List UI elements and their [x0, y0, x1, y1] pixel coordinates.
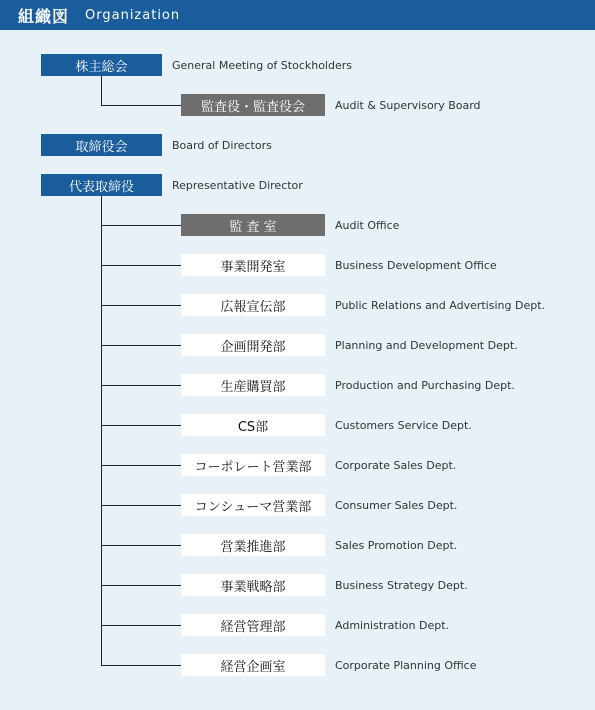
connector-branch: [101, 225, 181, 226]
dept-consumer-sales-en: Consumer Sales Dept.: [335, 498, 458, 512]
connector-branch: [101, 545, 181, 546]
dept-corporate-planning-en: Corporate Planning Office: [335, 658, 477, 672]
dept-sales-promotion-en: Sales Promotion Dept.: [335, 538, 458, 552]
dept-corporate-sales-en: Corporate Sales Dept.: [335, 458, 457, 472]
dept-business-development-en: Business Development Office: [335, 258, 497, 272]
connector-branch: [101, 265, 181, 266]
title-bar: [0, 0, 595, 30]
connector-branch: [101, 625, 181, 626]
connector-branch: [101, 465, 181, 466]
dept-corporate-sales: コーポレート営業部: [181, 454, 325, 476]
dept-public-relations: 広報宣伝部: [181, 294, 325, 316]
node-audit-board: 監査役・監査役会: [181, 94, 325, 116]
dept-corporate-planning: 経営企画室: [181, 654, 325, 676]
node-stockholders-meeting: 株主総会: [41, 54, 162, 76]
dept-production-purchasing-en: Production and Purchasing Dept.: [335, 378, 515, 392]
node-representative-director-en: Representative Director: [172, 178, 303, 192]
connector-line-top: [101, 76, 102, 106]
connector-branch: [101, 665, 181, 666]
dept-administration-en: Administration Dept.: [335, 618, 450, 632]
dept-consumer-sales: コンシューマ営業部: [181, 494, 325, 516]
node-representative-director: 代表取締役: [41, 174, 162, 196]
dept-audit-office-en: Audit Office: [335, 218, 400, 232]
dept-sales-promotion: 営業推進部: [181, 534, 325, 556]
dept-audit-office: 監 査 室: [181, 214, 325, 236]
connector-branch: [101, 345, 181, 346]
page-title: 組織図: [18, 6, 70, 26]
node-board-of-directors-en: Board of Directors: [172, 138, 272, 152]
node-stockholders-meeting-en: General Meeting of Stockholders: [172, 58, 352, 72]
node-audit-board-en: Audit & Supervisory Board: [335, 98, 481, 112]
dept-public-relations-en: Public Relations and Advertising Dept.: [335, 298, 546, 312]
node-board-of-directors: 取締役会: [41, 134, 162, 156]
dept-planning-development: 企画開発部: [181, 334, 325, 356]
connector-branch: [101, 425, 181, 426]
dept-customer-service-en: Customers Service Dept.: [335, 418, 472, 432]
dept-customer-service: CS部: [181, 414, 325, 436]
dept-planning-development-en: Planning and Development Dept.: [335, 338, 518, 352]
connector-line-main: [101, 196, 102, 665]
connector-branch: [101, 585, 181, 586]
dept-business-development: 事業開発室: [181, 254, 325, 276]
dept-production-purchasing: 生産購買部: [181, 374, 325, 396]
dept-administration: 経営管理部: [181, 614, 325, 636]
dept-business-strategy: 事業戦略部: [181, 574, 325, 596]
dept-business-strategy-en: Business Strategy Dept.: [335, 578, 468, 592]
connector-branch: [101, 305, 181, 306]
connector-branch-audit-board: [101, 105, 181, 106]
connector-branch: [101, 385, 181, 386]
page-subtitle: Organization: [85, 7, 181, 23]
connector-branch: [101, 505, 181, 506]
